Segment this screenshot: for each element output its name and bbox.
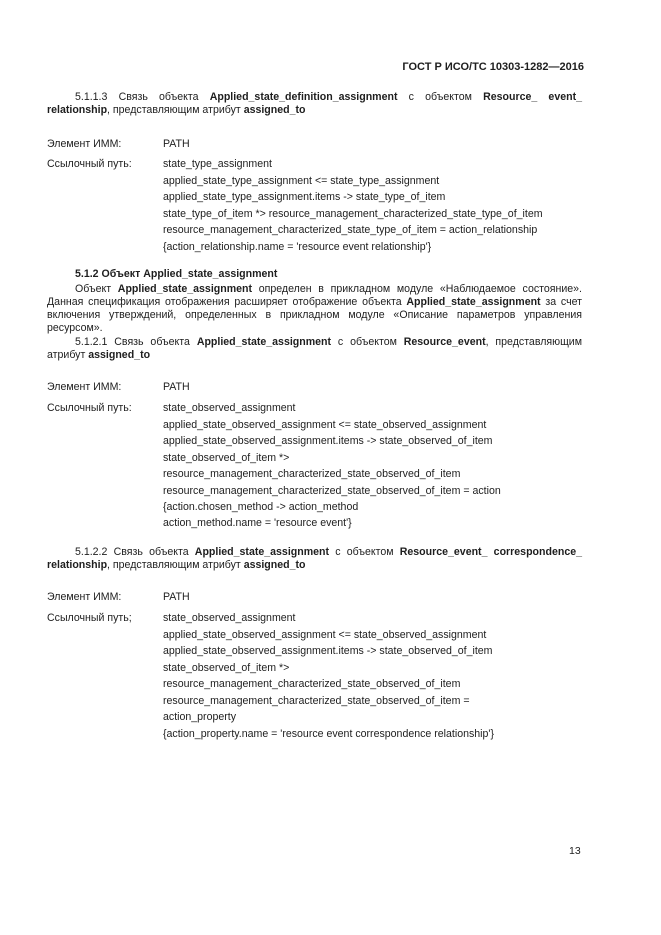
path-line: applied_state_observed_assignment.items -> state_observed_of_item — [163, 435, 493, 447]
path-line: state_type_assignment — [163, 158, 272, 170]
entity-name: Applied_state_definition_assignment — [209, 91, 398, 103]
page-number: 13 — [569, 845, 581, 857]
path-line: applied_state_observed_assignment <= state_observed_assignment — [163, 419, 487, 431]
paragraph-text: определен в прикладном модуле «Наблюдаемое состояние». Данная спецификация отображения расширяет отображение объекта — [47, 283, 582, 308]
path-line: {action_property.name = 'resource event correspondence relationship'} — [163, 728, 494, 740]
entity-name: Resource_ event_ relationship — [47, 91, 582, 116]
path-line: state_observed_assignment — [163, 402, 296, 414]
path-line: {action.chosen_method -> action_method — [163, 501, 359, 513]
attribute-name: assigned_to — [243, 559, 306, 571]
path-line: resource_management_characterized_state_observed_of_item — [163, 468, 461, 480]
clause-number: 5.1.2.2 — [75, 546, 108, 558]
reference-path-label: Ссылочный путь: — [47, 158, 132, 170]
clause-5-1-1-3-title — [47, 91, 582, 117]
section-5-1-2-heading: 5.1.2 Объект Applied_state_assignment — [75, 268, 278, 280]
clause-text: Связь объекта — [107, 546, 195, 558]
clause-text: Связь объекта — [107, 91, 210, 103]
element-label: Элемент ИММ: — [47, 381, 122, 393]
reference-path-label: Ссылочный путь: — [47, 402, 132, 414]
clause-5-1-2-2-title — [47, 546, 582, 572]
path-line: resource_management_characterized_state_type_of_item = action_relationship — [163, 224, 538, 236]
entity-name: Applied_state_assignment — [196, 336, 332, 348]
standard-header: ГОСТ Р ИСО/ТС 10303-1282—2016 — [402, 61, 584, 73]
path-line: applied_state_observed_assignment.items -> state_observed_of_item — [163, 645, 493, 657]
path-line: state_type_of_item *> resource_management_characterized_state_type_of_item — [163, 208, 543, 220]
path-line: applied_state_observed_assignment <= state_observed_assignment — [163, 629, 487, 641]
clause-text: Связь объекта — [107, 336, 197, 348]
clause-text: с объектом — [329, 546, 400, 558]
clause-text: , представляющим атрибут — [47, 336, 582, 361]
path-line: applied_state_type_assignment.items -> state_type_of_item — [163, 191, 446, 203]
path-line: action_method.name = 'resource event'} — [163, 517, 352, 529]
clause-text: , представляющим атрибут — [107, 559, 244, 571]
entity-name: Applied_state_assignment — [117, 283, 253, 295]
element-value: PATH — [163, 138, 190, 150]
entity-name: Resource_event_ correspondence_ relationship — [47, 546, 582, 571]
path-line: resource_management_characterized_state_observed_of_item = — [163, 695, 470, 707]
path-line: applied_state_type_assignment <= state_type_assignment — [163, 175, 440, 187]
section-5-1-2-paragraph — [47, 283, 582, 335]
element-label: Элемент ИММ: — [47, 591, 122, 603]
attribute-name: assigned_to — [243, 104, 306, 116]
reference-path-label: Ссылочный путь; — [47, 612, 132, 624]
entity-name: Resource_event — [403, 336, 486, 348]
path-line: state_observed_assignment — [163, 612, 296, 624]
clause-number: 5.1.1.3 — [75, 91, 108, 103]
path-line: action_property — [163, 711, 237, 723]
path-line: {action_relationship.name = 'resource event relationship'} — [163, 241, 432, 253]
clause-number: 5.1.2.1 — [75, 336, 108, 348]
entity-name: Applied_state_assignment — [406, 296, 541, 308]
path-line: state_observed_of_item *> — [163, 452, 290, 464]
element-value: PATH — [163, 591, 190, 603]
clause-text: с объектом — [331, 336, 404, 348]
path-line: resource_management_characterized_state_observed_of_item = action — [163, 485, 501, 497]
element-value: PATH — [163, 381, 190, 393]
attribute-name: assigned_to — [88, 349, 151, 361]
clause-text: с объектом — [397, 91, 484, 103]
path-line: state_observed_of_item *> — [163, 662, 290, 674]
element-label: Элемент ИММ: — [47, 138, 122, 150]
paragraph-text: за счет включения утверждений, определенных в прикладном модуле «Описание параметров управления ресурсом». — [47, 296, 582, 334]
clause-text: , представляющим атрибут — [107, 104, 244, 116]
path-line: resource_management_characterized_state_observed_of_item — [163, 678, 461, 690]
paragraph-text: Объект — [75, 283, 118, 295]
entity-name: Applied_state_assignment — [194, 546, 330, 558]
clause-5-1-2-1-title — [47, 336, 582, 362]
